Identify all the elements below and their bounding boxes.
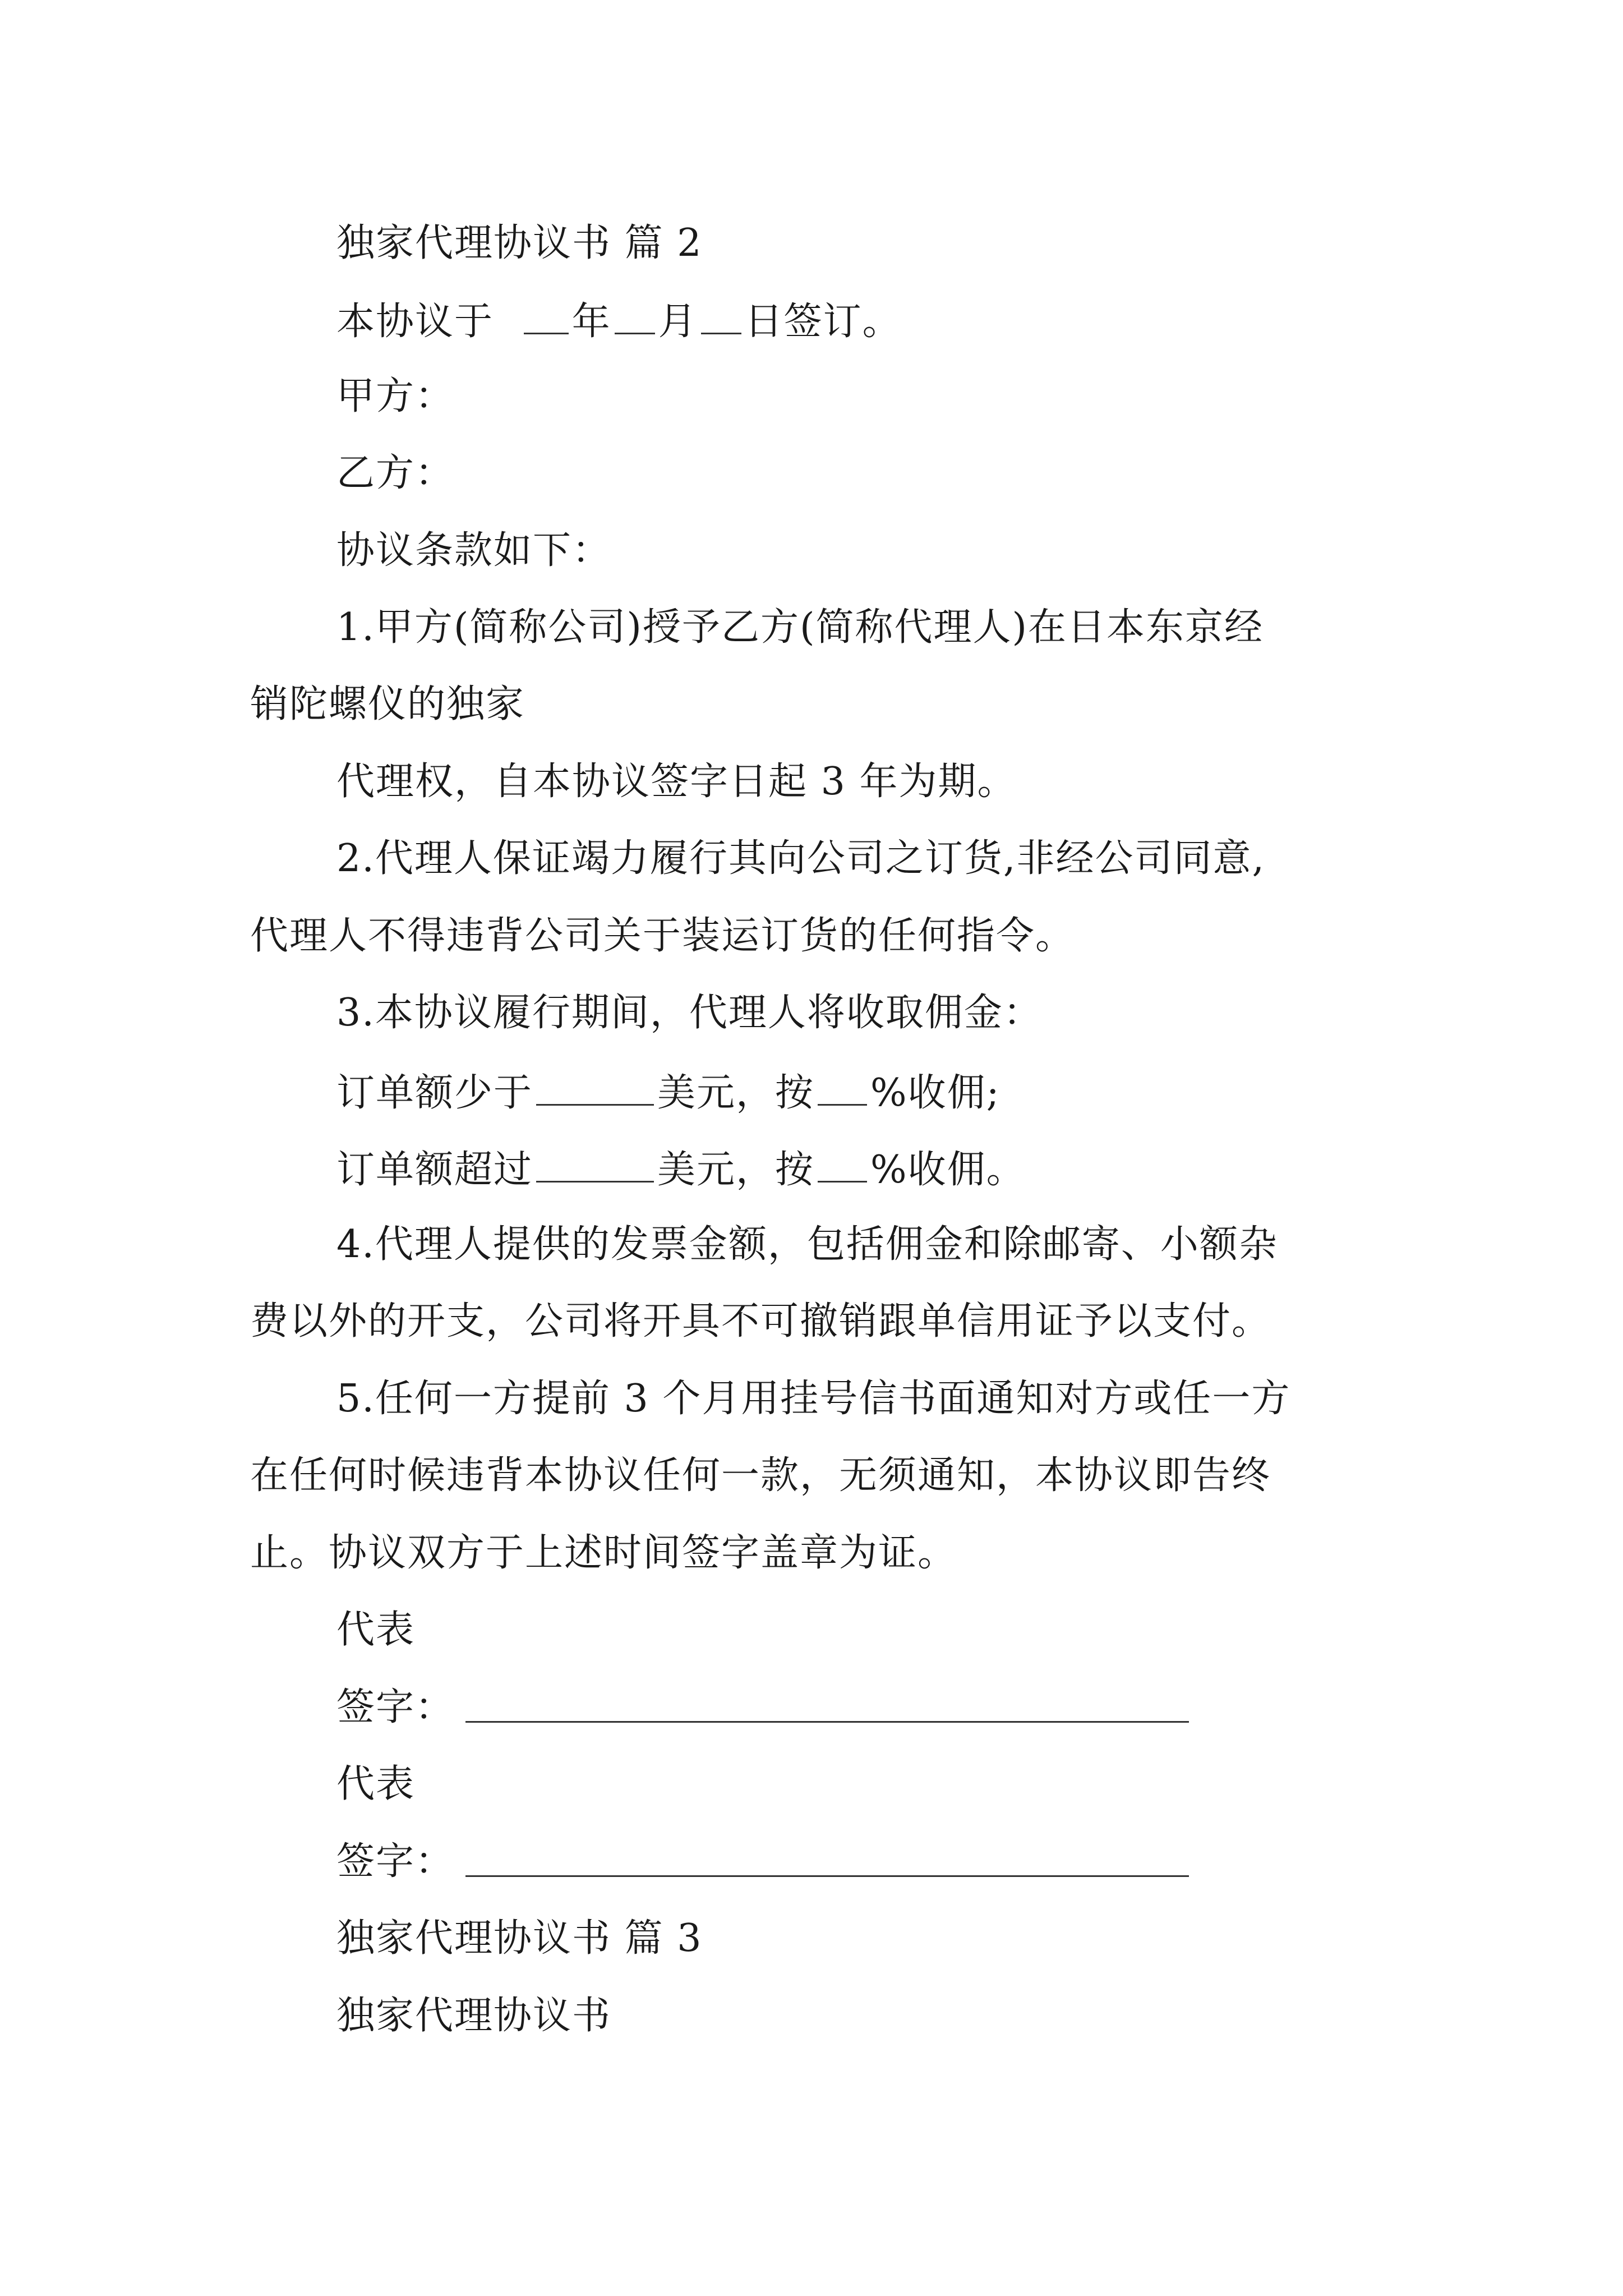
commission-over-currency: 美元，按 — [657, 1148, 815, 1192]
clause-4-line-1: 4.代理人提供的发票金额，包括佣金和除邮寄、小额杂 — [336, 1222, 1278, 1267]
party-a-label: 甲方： — [336, 374, 455, 418]
clause-2-line-2: 代理人不得违背公司关于装运订货的任何指令。 — [250, 914, 1075, 958]
date-month-label: 月 — [658, 300, 698, 344]
clause-3-line-1: 3.本协议履行期间，代理人将收取佣金： — [336, 991, 1043, 1035]
clause-5-line-1: 5.任何一方提前 3 个月用挂号信书面通知对方或任一方 — [336, 1377, 1291, 1421]
date-suffix: 日签订。 — [744, 300, 902, 344]
clause-1-line-1: 1.甲方(简称公司)授予乙方(简称代理人)在日本东京经 — [336, 605, 1264, 650]
clause-1-line-2: 销陀螺仪的独家 — [250, 682, 525, 726]
signature-2-line — [465, 1875, 1189, 1877]
clause-4-line-2: 费以外的开支，公司将开具不可撤销跟单信用证予以支付。 — [250, 1299, 1271, 1343]
commission-over-rate-blank — [818, 1148, 867, 1182]
clause-5-line-2: 在任何时候违背本协议任何一款，无须通知，本协议即告终 — [250, 1453, 1271, 1498]
commission-under-amount-blank — [536, 1071, 654, 1106]
representative-2-label: 代表 — [336, 1762, 416, 1806]
agreement-date-line — [336, 300, 902, 344]
signature-1-line — [465, 1721, 1189, 1723]
signature-2-label: 签字： — [336, 1839, 455, 1884]
commission-under-label: 订单额少于 — [336, 1071, 533, 1115]
commission-over-line — [336, 1148, 1026, 1192]
section-heading-2: 独家代理协议书 篇 2 — [336, 221, 703, 265]
commission-under-rate-blank — [818, 1071, 867, 1106]
signature-1-label: 签字： — [336, 1685, 455, 1729]
party-b-label: 乙方： — [336, 451, 455, 495]
commission-over-amount-blank — [536, 1148, 654, 1182]
terms-intro: 协议条款如下： — [336, 528, 612, 573]
section-3-title: 独家代理协议书 — [336, 1994, 612, 2038]
date-year-blank — [524, 300, 569, 334]
date-prefix: 本协议于 — [336, 300, 494, 344]
clause-2-line-1: 2.代理人保证竭力履行其向公司之订货,非经公司同意, — [336, 836, 1266, 881]
date-month-blank — [615, 300, 655, 334]
clause-1-line-3: 代理权，自本协议签字日起 3 年为期。 — [336, 760, 1017, 804]
commission-over-label: 订单额超过 — [336, 1148, 533, 1192]
commission-under-currency: 美元，按 — [657, 1071, 815, 1115]
clause-5-line-3: 止。协议双方于上述时间签字盖章为证。 — [250, 1531, 957, 1575]
date-year-label: 年 — [571, 300, 611, 344]
commission-under-rate-label: %收佣; — [870, 1071, 1000, 1115]
date-day-blank — [701, 300, 741, 334]
representative-1-label: 代表 — [336, 1608, 416, 1652]
commission-under-line — [336, 1071, 1000, 1115]
commission-over-rate-label: %收佣。 — [870, 1148, 1026, 1192]
section-heading-3: 独家代理协议书 篇 3 — [336, 1916, 703, 1961]
